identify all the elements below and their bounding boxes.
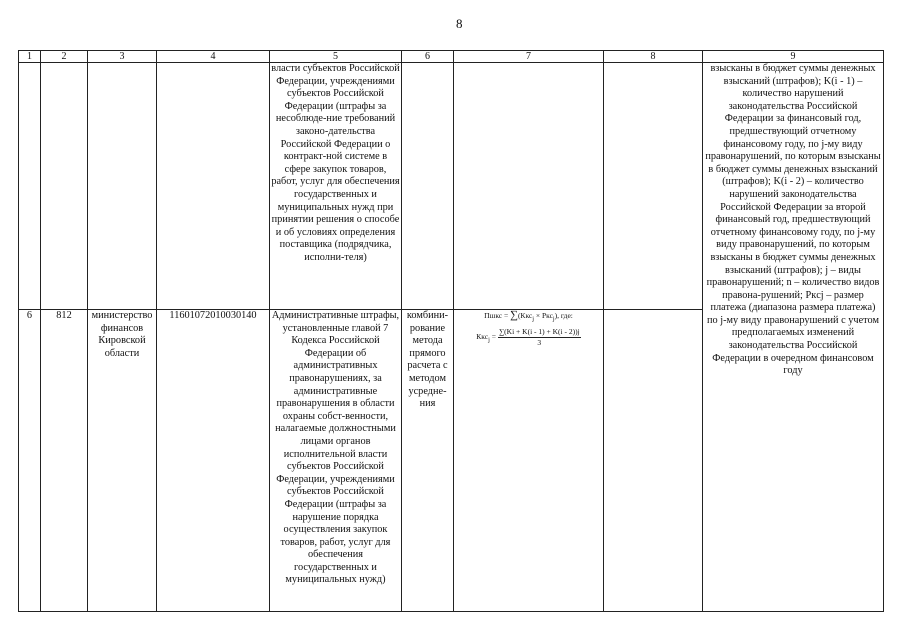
column-number: 5 [270,51,402,63]
cell-c6 [402,63,454,310]
column-number: 8 [604,51,703,63]
column-number: 1 [19,51,41,63]
methodology-table [18,50,884,612]
cell-kbk-code: 11601072010030140 [157,310,270,612]
column-number: 7 [454,51,604,63]
column-number: 2 [41,51,88,63]
cell-c8 [604,63,703,310]
column-number-row [19,51,884,63]
column-number: 9 [703,51,884,63]
cell-c1 [19,63,41,310]
column-number: 6 [402,51,454,63]
cell-c7 [454,63,604,310]
table-row-continued [19,63,884,310]
formula-fraction: $\frac{\sum(Ki + K(i - 1) + K(i - 2))j}{3}$ [498,326,580,347]
cell-c8-empty [604,310,703,612]
cell-row-number: 6 [19,310,41,612]
cell-admin-code: 812 [41,310,88,612]
cell-administrator: министерство финансов Кировской области [88,310,157,612]
cell-c5-description: власти субъектов Российской Федерации, учреждениями субъектов Российской Федерации (штрафы за несоблюде-ние требований законо-дательства Российской Федерации о контракт-ной системе в сфере закупок товаров, работ, услуг для обеспечения государственных и муниципальных нужд при принятии решения о способе и об условиях определения поставщика (подрядчика, исполни-теля) [270,63,402,310]
cell-c4 [157,63,270,310]
column-number: 3 [88,51,157,63]
cell-c9-legend: взысканы в бюджет суммы денежных взысканий (штрафов); K(i - 1) – количество нарушений законодательства Российской Федерации за финансовый год, предшествующий отчетному финансовому году, по j-му виду правонарушений, по которым взысканы в бюджет суммы денежных взысканий (штрафов); K(i - 2) – количество нарушений законодательства Российской Федерации за второй финансовый год, предшествующий отчетному финансовому году, по j-му виду правонарушений, по которым взысканы в бюджет суммы денежных взысканий (штрафов); j – виды правонарушений; n – количество видов правона-рушений; Pкcj – размер платежа (диапазона размера платежа) по j-му виду правонарушений с учетом предполагаемых изменений законодательства Российской Федерации в очередном финансовом году [703,63,884,612]
cell-revenue-description: Административные штрафы, установленные главой 7 Кодекса Российской Федерации об административных правонарушениях, за административные правонарушения в области охраны собст-венности, налагаемые должностными лицами органов исполнительной власти субъектов Российской Федерации, учреждениями субъектов Российской Федерации (штрафы за нарушение порядка осуществления закупок товаров, работ, услуг для обеспечения государственных и муниципальных нужд) [270,310,402,612]
cell-c2 [41,63,88,310]
page-number: 8 [456,16,463,31]
formula-line-1: Пшкс = ∑(Ккс$_j$ × Ркс$_j$), где: [484,309,573,323]
cell-formula [454,310,604,612]
formula-line-2: Ккс$_j$ = $\frac{\sum(Ki + K(i - 1) + K(i - 2))j}{3}$ [476,326,580,347]
column-number: 4 [157,51,270,63]
cell-method: комбини-рование метода прямого расчета с методом усредне-ния [402,310,454,612]
cell-c3 [88,63,157,310]
